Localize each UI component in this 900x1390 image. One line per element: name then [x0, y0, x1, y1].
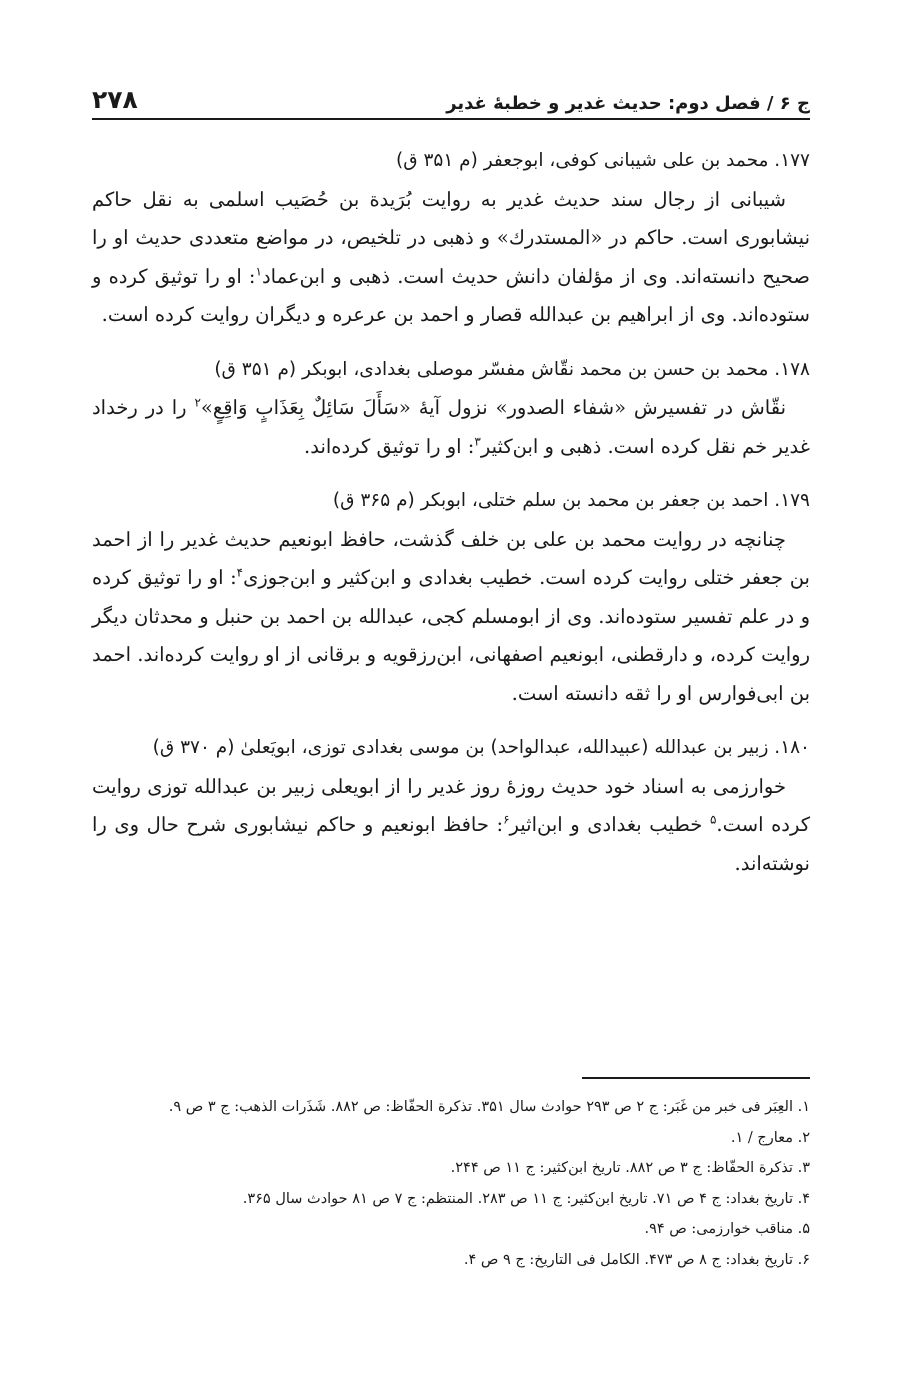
- entry-text: [92, 181, 810, 335]
- text-segment: نقّاش در تفسیرش «شفاء الصدور» نزول آیهٔ «سَأَلَ سَائِلٌ بِعَذَابٍ وَاقِعٍ»: [200, 396, 786, 419]
- text-segment: : او را توثیق کرده و ستوده‌اند. وی از ابراهیم بن عبدالله قصار و احمد بن عرعره و دیگران روایت کرده است.: [92, 264, 810, 326]
- footnote-5: ۵. مناقب خوارزمی: ص ۹۴.: [644, 1221, 810, 1237]
- entry-text: [92, 389, 810, 466]
- footnote-1: ۱. العِبَر فی خبر من غَبَر: ج ۲ ص ۲۹۳ حوادث سال ۳۵۱. تذکرة الحفّاظ: ص ۸۸۲. شَذَرات الذهب: ج ۳ ص ۹.: [168, 1099, 810, 1115]
- entry-177: [92, 142, 810, 335]
- page-number: ۲۷۸: [92, 85, 138, 114]
- footnote-ref[interactable]: ۵: [709, 812, 717, 827]
- footnotes: [92, 1092, 810, 1275]
- footnote-ref[interactable]: ۴: [236, 565, 244, 580]
- text-segment: : حافظ ابونعیم و حاکم نیشابوری شرح حال وی را نوشته‌اند.: [92, 813, 810, 875]
- footnote-divider: [582, 1077, 810, 1079]
- entry-title: ۱۷۷. محمد بن علی شیبانی کوفی، ابوجعفر (م ۳۵۱ ق): [396, 150, 810, 171]
- text-segment: : او را توثیق کرده و در علم تفسیر ستوده‌اند. وی از ابومسلم کجی، عبدالله بن احمد بن حنبل و محدثان دیگر روایت کرده، و دارقطنی، ابونعیم اصفهانی، ابن‌رزقویه و برقانی از او روایت کرده‌اند. احمد بن ابی‌فوارس او را ثقه دانسته است.: [92, 566, 810, 705]
- page-body: [92, 142, 810, 899]
- entry-title: ۱۸۰. زبیر بن عبدالله (عبیدالله، عبدالواحد) بن موسی بغدادی توزی، ابویَعلیٰ (م ۳۷۰ ق): [152, 737, 810, 758]
- entry-180: [92, 729, 810, 883]
- footnote-ref[interactable]: ۱: [255, 264, 262, 278]
- footnote-4: ۴. تاریخ بغداد: ج ۴ ص ۷۱. تاریخ ابن‌کثیر: ج ۱۱ ص ۲۸۳. المنتظم: ج ۷ ص ۸۱ حوادث سال ۳۶۵.: [242, 1190, 810, 1207]
- entry-178: [92, 351, 810, 467]
- entry-text: [92, 768, 810, 884]
- entry-text: [92, 521, 810, 714]
- footnote-ref[interactable]: ۶: [503, 812, 510, 827]
- page-header: [92, 74, 810, 120]
- footnote-2: ۲. معارج / ۱.: [730, 1129, 810, 1146]
- text-segment: چنانچه در روایت محمد بن علی بن خلف گذشت، حافظ ابونعیم حدیث غدیر را از احمد بن جعفر ختلی روایت کرده است. خطیب بغدادی و ابن‌کثیر و ابن‌جوزی: [92, 527, 810, 589]
- running-head: ج ۶ / فصل دوم: حدیث غدیر و خطبهٔ غدیر: [446, 93, 810, 114]
- footnote-6: ۶. تاریخ بغداد: ج ۸ ص ۴۷۳. الکامل فی التاریخ: ج ۹ ص ۴.: [463, 1251, 810, 1268]
- footnote-3: ۳. تذکرة الحفّاظ: ج ۳ ص ۸۸۲. تاریخ ابن‌کثیر: ج ۱۱ ص ۲۴۴.: [450, 1160, 810, 1176]
- text-segment: شیبانی از رجال سند حدیث غدیر به روایت بُرَیدة بن حُصَیب اسلمی به نقل حاکم نیشابوری است. حاکم در «المستدرك» و ذهبی در تلخیص، در مواضع متعددی حدیث او را صحیح دانسته‌اند. وی از مؤلفان دانش حدیث است. ذهبی و ابن‌عماد: [92, 187, 810, 288]
- text-segment: : او را توثیق کرده‌اند.: [304, 434, 475, 458]
- text-segment: را در رخداد غدیر خم نقل کرده است. ذهبی و ابن‌کثیر: [92, 396, 810, 458]
- text-segment: خوارزمی به اسناد خود حدیث روزهٔ روز غدیر را از ابویعلی زبیر بن عبدالله توزی روایت کرده است.: [92, 774, 811, 836]
- footnote-ref[interactable]: ۳: [474, 434, 481, 448]
- footnote-ref[interactable]: ۲: [194, 395, 201, 410]
- text-segment: خطیب بغدادی و ابن‌اثیر: [509, 813, 710, 836]
- entry-title: ۱۷۹. احمد بن جعفر بن محمد بن سلم ختلی، ابوبکر (م ۳۶۵ ق): [332, 490, 810, 511]
- entry-179: [92, 482, 810, 713]
- entry-title: ۱۷۸. محمد بن حسن بن محمد نقّاش مفسّر موصلی بغدادی، ابوبکر (م ۳۵۱ ق): [214, 358, 810, 380]
